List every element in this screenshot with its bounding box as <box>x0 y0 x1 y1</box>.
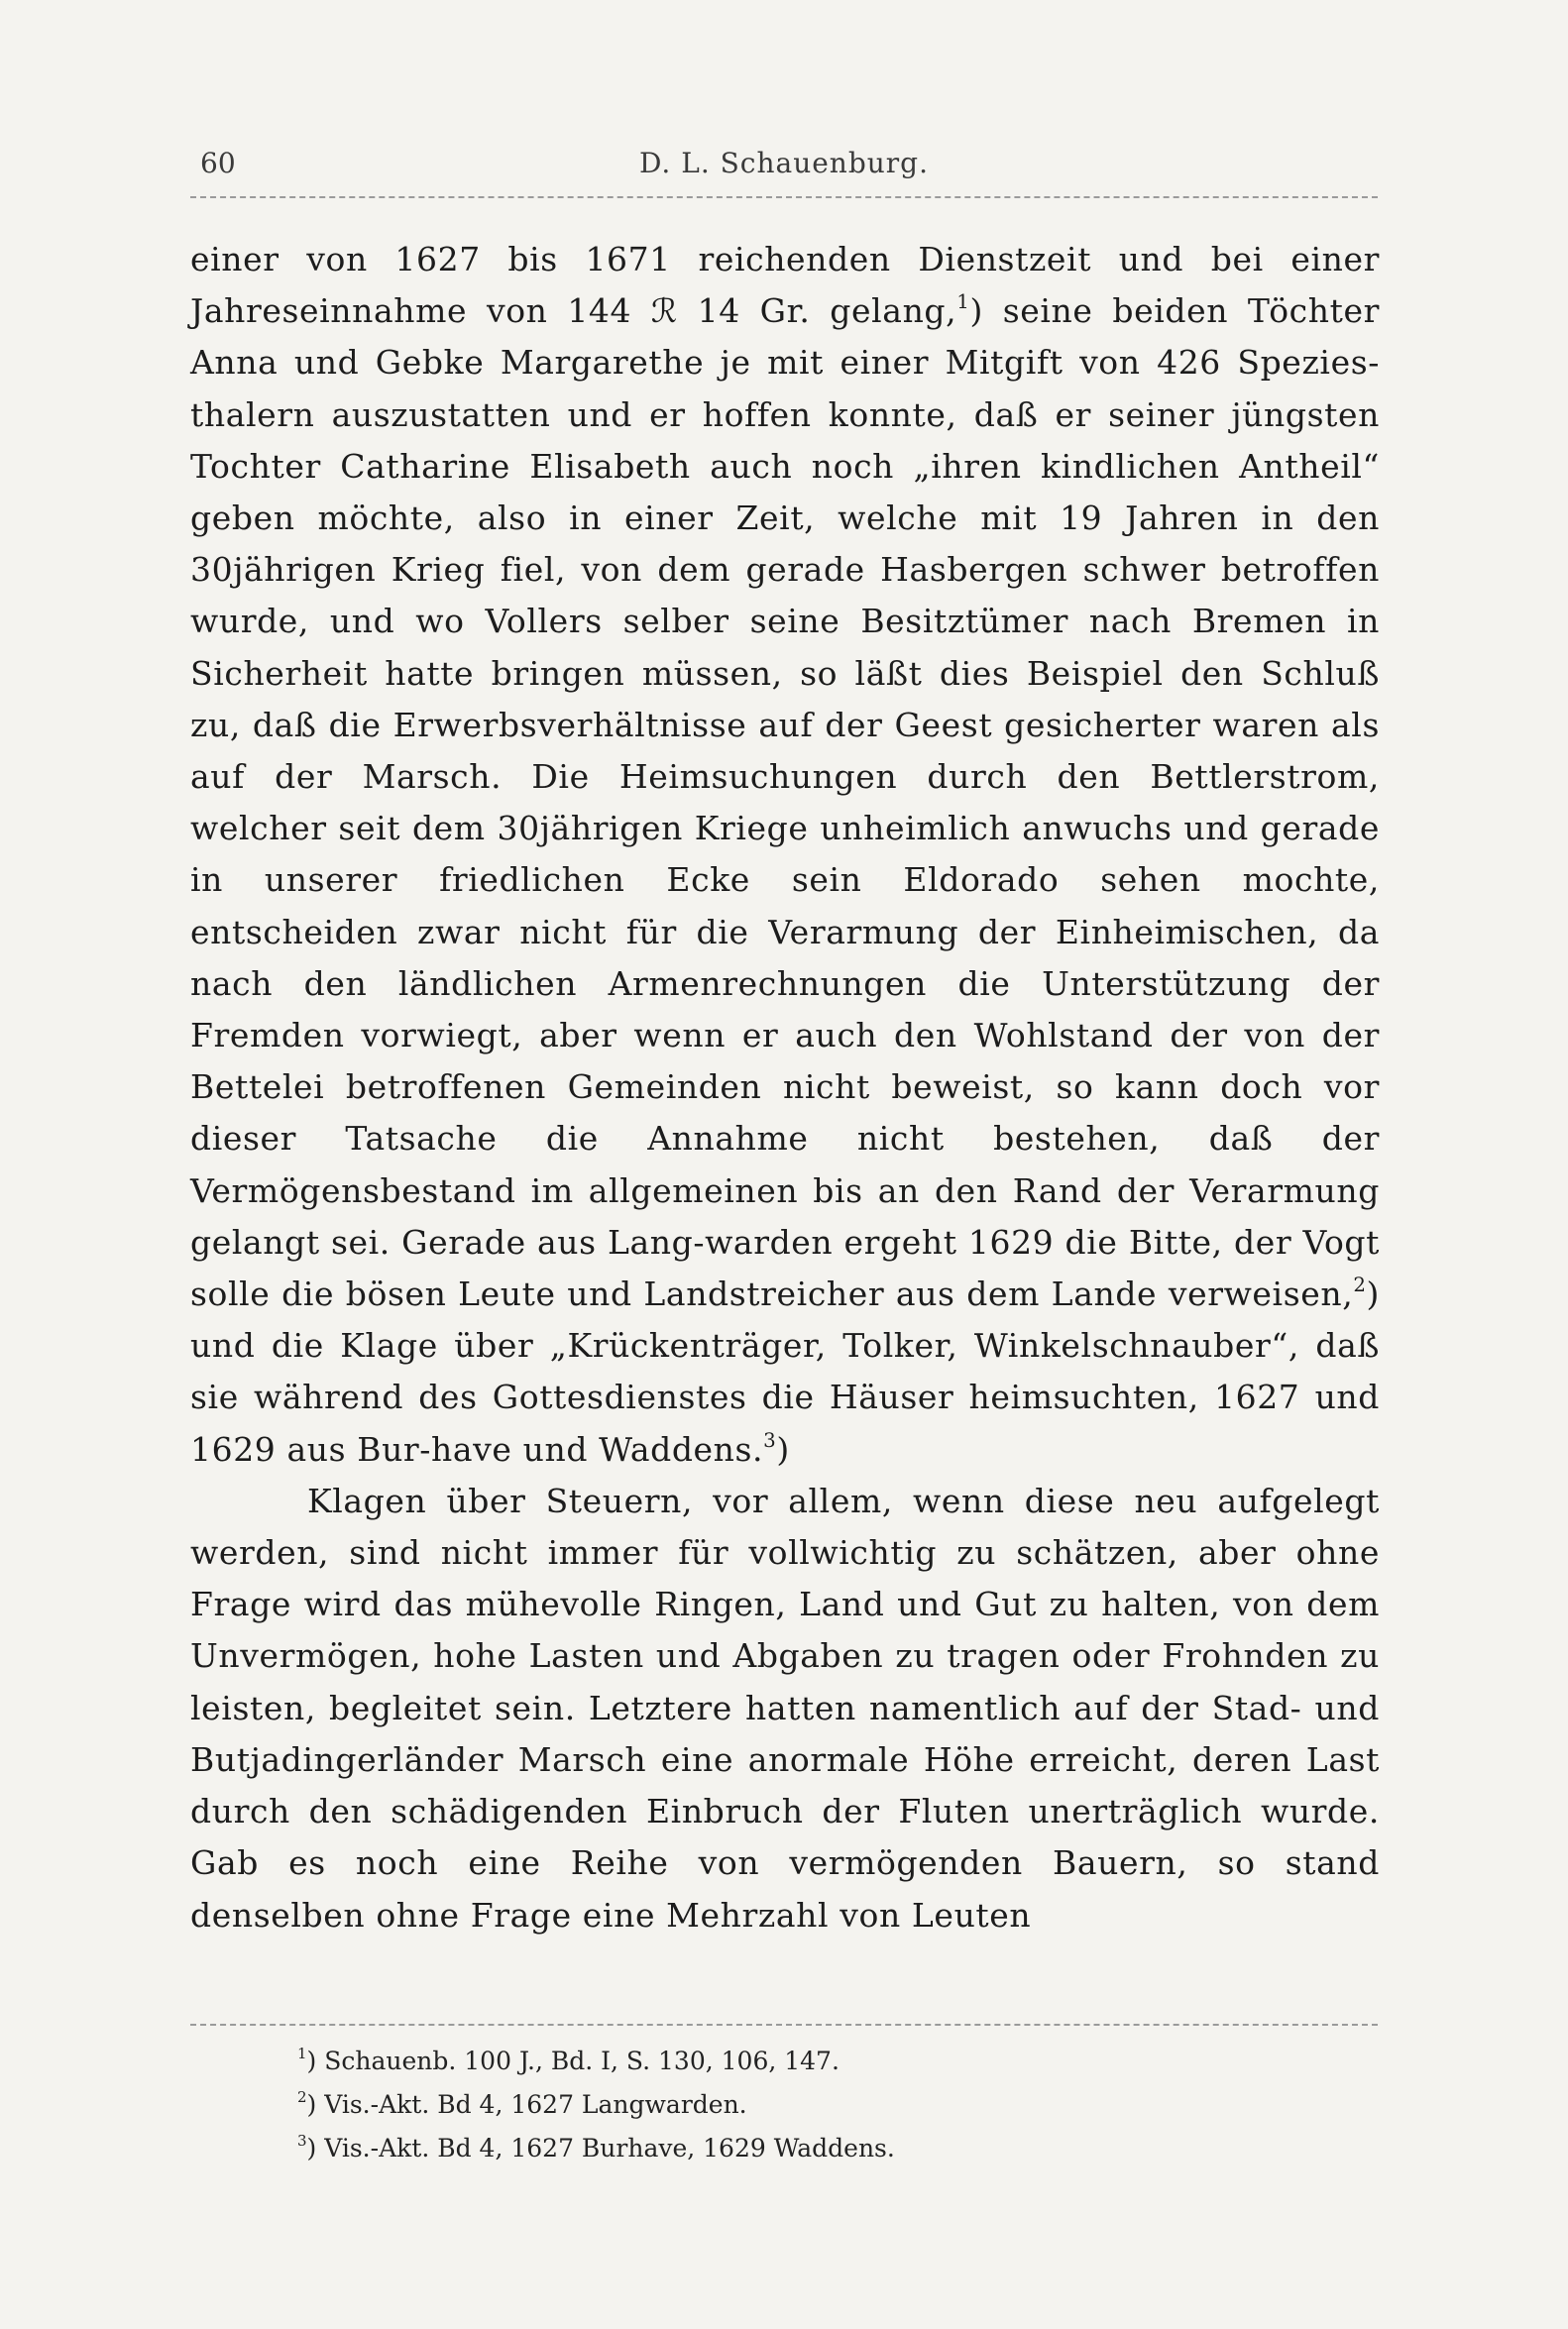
paragraph-1-part-1: einer von 1627 bis 1671 reichenden Dienstzeit und bei einer Jahreseinnahme von 144 ℛ 14 Gr. gelang, <box>190 240 1380 331</box>
paragraph-1-part-3: ) und die Klage über „Krückenträger, Tolker, Winkelschnauber“, daß sie während des Gottesdienstes die Häuser heimsuchten, 1627 und 1629 aus Bur-have und Waddens. <box>190 1275 1380 1469</box>
footnote-2 <box>297 2083 1348 2127</box>
page-header <box>190 139 1378 194</box>
body-text <box>190 234 1380 1941</box>
footnote-text: ) Vis.-Akt. Bd 4, 1627 Langwarden. <box>306 2090 747 2119</box>
footnote-ref-2: 2 <box>1353 1274 1367 1297</box>
footnote-mark: 3 <box>297 2132 307 2151</box>
footnote-3 <box>297 2127 1348 2170</box>
paragraph-1-part-2: ) seine beiden Töchter Anna und Gebke Margarethe je mit einer Mitgift von 426 Spezies-thalern auszustatten und er hoffen konnte, daß er seiner jüngsten Tochter Catharine Elisabeth auch noch „ihren kindlichen Antheil“ geben möchte, also in einer Zeit, welche mit 19 Jahren in den 30jährigen Krieg fiel, von dem gerade Hasbergen schwer betroffen wurde, und wo Vollers selber seine Besitztümer nach Bremen in Sicherheit hatte bringen müssen, so läßt dies Beispiel den Schluß zu, daß die Erwerbsverhältnisse auf der Geest gesicherter waren als auf der Marsch. Die Heimsuchungen durch den Bettlerstrom, welcher seit dem 30jährigen Kriege unheimlich anwuchs und gerade in unserer friedlichen Ecke sein Eldorado sehen mochte, entscheiden zwar nicht für die Verarmung der Einheimischen, da nach den ländlichen Armenrechnungen die Unterstützung der Fremden vorwiegt, aber wenn er auch den Wohlstand der von der Bettelei betroffenen Gemeinden nicht beweist, so kann doch vor dieser Tatsache die Annahme nicht bestehen, daß der Vermögensbestand im allgemeinen bis an den Rand der Verarmung gelangt sei. Gerade aus Lang-warden ergeht 1629 die Bitte, der Vogt solle die bösen Leute und Landstreicher aus dem Lande verweisen, <box>190 291 1380 1314</box>
footnote-text: ) Schauenb. 100 J., Bd. I, S. 130, 106, 147. <box>306 2047 840 2075</box>
footnote-1 <box>297 2040 1348 2083</box>
footnote-text: ) Vis.-Akt. Bd 4, 1627 Burhave, 1629 Waddens. <box>306 2134 895 2163</box>
footnote-ref-3: 3 <box>763 1428 777 1452</box>
paragraph-2: Klagen über Steuern, vor allem, wenn diese neu aufgelegt werden, sind nicht immer für vollwichtig zu schätzen, aber ohne Frage wird das mühevolle Ringen, Land und Gut zu halten, von dem Unvermögen, hohe Lasten und Abgaben zu tragen oder Frohnden zu leisten, begleitet sein. Letztere hatten namentlich auf der Stad- und Butjadingerländer Marsch eine anormale Höhe erreicht, deren Last durch den schädigenden Einbruch der Fluten unerträglich wurde. Gab es noch eine Reihe von vermögenden Bauern, so stand denselben ohne Frage eine Mehrzahl von Leuten <box>190 1481 1380 1935</box>
footnote-rule <box>190 2024 1378 2026</box>
footnote-mark: 1 <box>297 2045 307 2063</box>
page-number: 60 <box>200 147 236 179</box>
paragraph-1 <box>190 234 1380 1476</box>
paragraph-1-part-4: ) <box>776 1429 790 1469</box>
running-head: D. L. Schauenburg. <box>638 147 930 179</box>
footnotes <box>297 2040 1348 2170</box>
header-rule <box>190 196 1378 198</box>
footnote-ref-1: 1 <box>956 290 970 314</box>
footnote-mark: 2 <box>297 2088 307 2107</box>
